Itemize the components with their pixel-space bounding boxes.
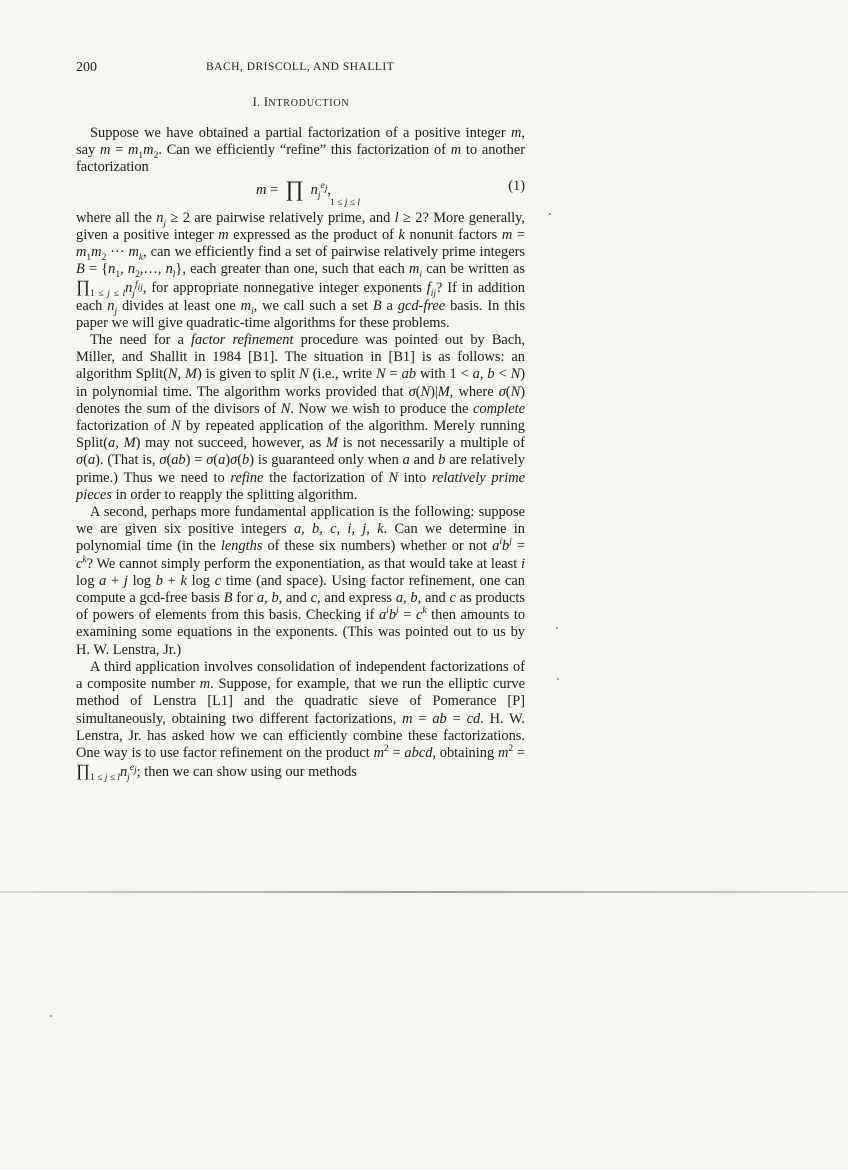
- scan-speck: [50, 1015, 52, 1017]
- paragraph-3: A second, perhaps more fundamental application is the following: suppose we are given six positive integers a, b, c, i, j, k. Can we determine in polynomial time (in the lengths of these six numbers) whether or not $a^ib^j = c^k$? We cannot simply perform the exponentiation, as that would take at least i log a + j log b + k log c time (and space). Using factor refinement, one can compute a gcd-free basis B for a, b, and c, and express a, b, and c as products of powers of elements from this basis. Checking if $a^ib^j = c^k$ then amounts to examining some equations in the exponents. (This was pointed out to us by H. W. Lenstra, Jr.): [76, 504, 526, 658]
- scan-speck: [549, 213, 551, 215]
- page-header: [76, 60, 526, 80]
- equation-1: m = ∏ $n_j^{e_j}$, 1 ≤ j ≤ l (1): [256, 175, 525, 208]
- scan-edge-line: [0, 891, 848, 893]
- paragraph-1: Suppose we have obtained a partial factorization of a positive integer m, say $m = m_1m_2$. Can we efficiently “refine” this factorization of m to another factorization: [76, 125, 526, 176]
- section-heading: [76, 95, 526, 110]
- paragraph-2: The need for a factor refinement procedure was pointed out by Bach, Miller, and Shallit in 1984 [B1]. The situation in [B1] is as follows: an algorithm Split(N, M) is given to split N (i.e., write N = ab with 1 < a, b < N) in polynomial time. The algorithm works provided that σ(N)|M, where σ(N) denotes the sum of the divisors of N. Now we wish to produce the complete factorization of N by repeated application of the algorithm. Merely running Split(a, M) may not succeed, however, as M is not necessarily a multiple of σ(a). (That is, σ(ab) = σ(a)σ(b) is guaranteed only when a and b are relatively prime.) Thus we need to refine the factorization of N into relatively prime pieces in order to reapply the splitting algorithm.: [76, 332, 526, 503]
- section-title-initial: I: [263, 95, 269, 109]
- equation-body: m = ∏ $n_j^{e_j}$,: [256, 175, 331, 201]
- equation-number: (1): [508, 177, 525, 194]
- scan-speck: [556, 627, 558, 629]
- section-title-rest: NTRODUCTION: [268, 98, 350, 109]
- page-number: 200: [76, 60, 97, 75]
- paragraph-1-cont: where all the $n_j \ge 2$ are pairwise relatively prime, and l ≥ 2? More generally, given a positive integer m expressed as the product of k nonunit factors $m = m_1m_2$ ··· $m_k$, can we efficiently find a set of pairwise relatively prime integers $B = \{n_1$, $n_2,\dots$, $n_l$}, each greater than one, such that each $m_i$ can be written as $\prod_{1 \le j \le l}n_j^{f_{ij}}$, for appropriate nonnegative integer exponents $f_{ij}$? If in addition each $n_j$ divides at least one $m_i$, we call such a set B a gcd-free basis. In this paper we will give quadratic-time algorithms for these problems.: [76, 209, 525, 331]
- running-head: BACH, DRISCOLL, AND SHALLIT: [206, 61, 395, 73]
- body-text: [76, 125, 525, 781]
- section-numeral: I.: [252, 95, 261, 109]
- paragraph-4: A third application involves consolidation of independent factorizations of a composite number m. Suppose, for example, that we run the elliptic curve method of Lenstra [L1] and the quadratic sieve of Pomerance [P] simultaneously, obtaining two different factorizations, m = ab = cd. H. W. Lenstra, Jr. has asked how we can efficiently combine these factorizations. One way is to use factor refinement on the product $m^2$ = abcd, obtaining $m^2$ = $\prod_{1 \le j \le l}n_j^{e_j}$; then we can show using our methods: [76, 658, 526, 783]
- scan-speck: [557, 678, 559, 680]
